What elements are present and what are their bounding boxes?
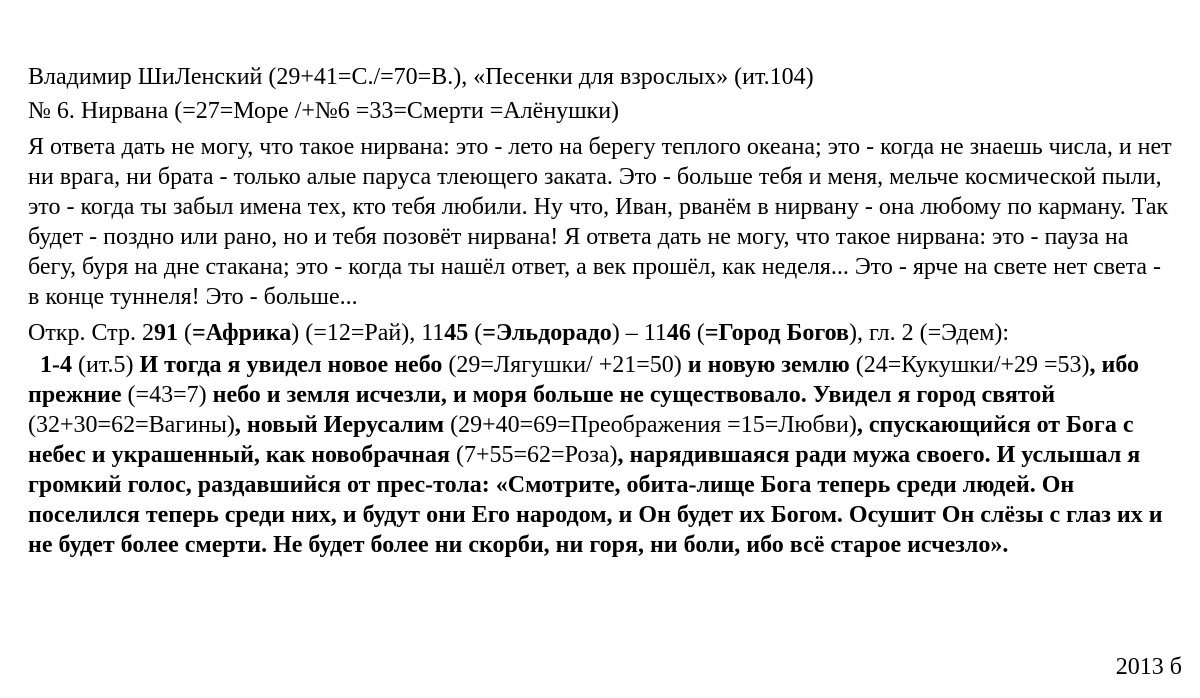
- quote-text: , новый Иерусалим: [234, 412, 445, 438]
- ref-part-bold: 45: [444, 320, 469, 346]
- ref-part-bold: =Эльдорадо: [482, 320, 612, 346]
- ref-part: (: [177, 320, 192, 346]
- document-page: [28, 60, 1178, 560]
- quote-note: (29=Лягушки/ +21=50): [442, 352, 688, 378]
- quote-note: (29+40=69=Преображения =15=Любви): [444, 412, 857, 438]
- ref-part: (: [468, 320, 483, 346]
- ref-part-bold: 91: [153, 320, 178, 346]
- ref-part: ), гл. 2 (=Эдем):: [849, 320, 1010, 346]
- ref-part-bold: =Африка: [191, 320, 292, 346]
- song-lyrics: [28, 132, 1178, 312]
- ref-part-bold: =Город Богов: [704, 320, 849, 346]
- quote-text: , ибо прежние: [28, 352, 1140, 408]
- song-title-line: № 6. Нирвана (=27=Море /+№6 =33=Смерти =Алёнушки): [28, 98, 620, 124]
- ref-part: ) (=12=Рай), 11: [291, 320, 445, 346]
- lyrics-paragraph: Я ответа дать не могу, что такое нирвана: это - лето на берегу теплого океана; это - когда не знаешь числа, и нет ни врага, ни брата - только алые паруса тлеющего заката. Это - больше тебя и меня, мельче космической пыли, это - когда ты забыл имена тех, кто тебя любили. Ну что, Иван, рванём в нирвану - она любому по карману. Так будет - поздно или рано, но и тебя позовёт нирвана! Я ответа дать не могу, что такое нирвана: это - пауза на бегу, буря на дне стакана; это - когда ты нашёл ответ, а век прошёл, как неделя... Это - ярче на свете нет света - в конце туннеля! Это - больше...: [28, 134, 1172, 310]
- quote-note: (=43=7): [121, 382, 213, 408]
- ref-part: (: [690, 320, 705, 346]
- quote-text: , нарядившаяся ради мужа своего. И услышал я громкий голос, раздавшийся от прес-тола: «Смотрите, обита-лище Бога теперь среди людей. Он поселился теперь среди них, и будут они Его народом, и Он будет их Богом. Осушит Он слёзы с глаз их и не будет более смерти. Не будет более ни скорби, ни горя, ни боли, ибо всё старое исчезло».: [28, 442, 1163, 558]
- quote-note: (32+30=62=Вагины): [28, 412, 235, 438]
- verse-number: 1-4: [40, 352, 72, 378]
- page-number: 2013 б: [1115, 654, 1182, 680]
- reference-line: [28, 316, 1178, 350]
- ref-part-bold: 46: [666, 320, 691, 346]
- quote-text: И тогда я увидел новое небо: [139, 352, 443, 378]
- quote-text: небо и земля исчезли, и моря больше не существовало. Увидел я город святой: [212, 382, 1056, 408]
- quote-note: (24=Кукушки/+29 =53): [849, 352, 1090, 378]
- author-title-line: Владимир ШиЛенский (29+41=С./=70=В.), «Песенки для взрослых» (ит.104): [28, 64, 814, 90]
- quote-note: (7+55=62=Роза): [449, 442, 618, 468]
- quote-note: (ит.5): [72, 352, 140, 378]
- quote-text: и новую землю: [687, 352, 850, 378]
- scripture-quote: [28, 350, 1178, 560]
- quote-text: , спускающийся от Бога с небес и украшенный, как новобрачная: [28, 412, 1134, 468]
- ref-part: ) – 11: [611, 320, 667, 346]
- ref-part: Откр. Стр. 2: [28, 320, 154, 346]
